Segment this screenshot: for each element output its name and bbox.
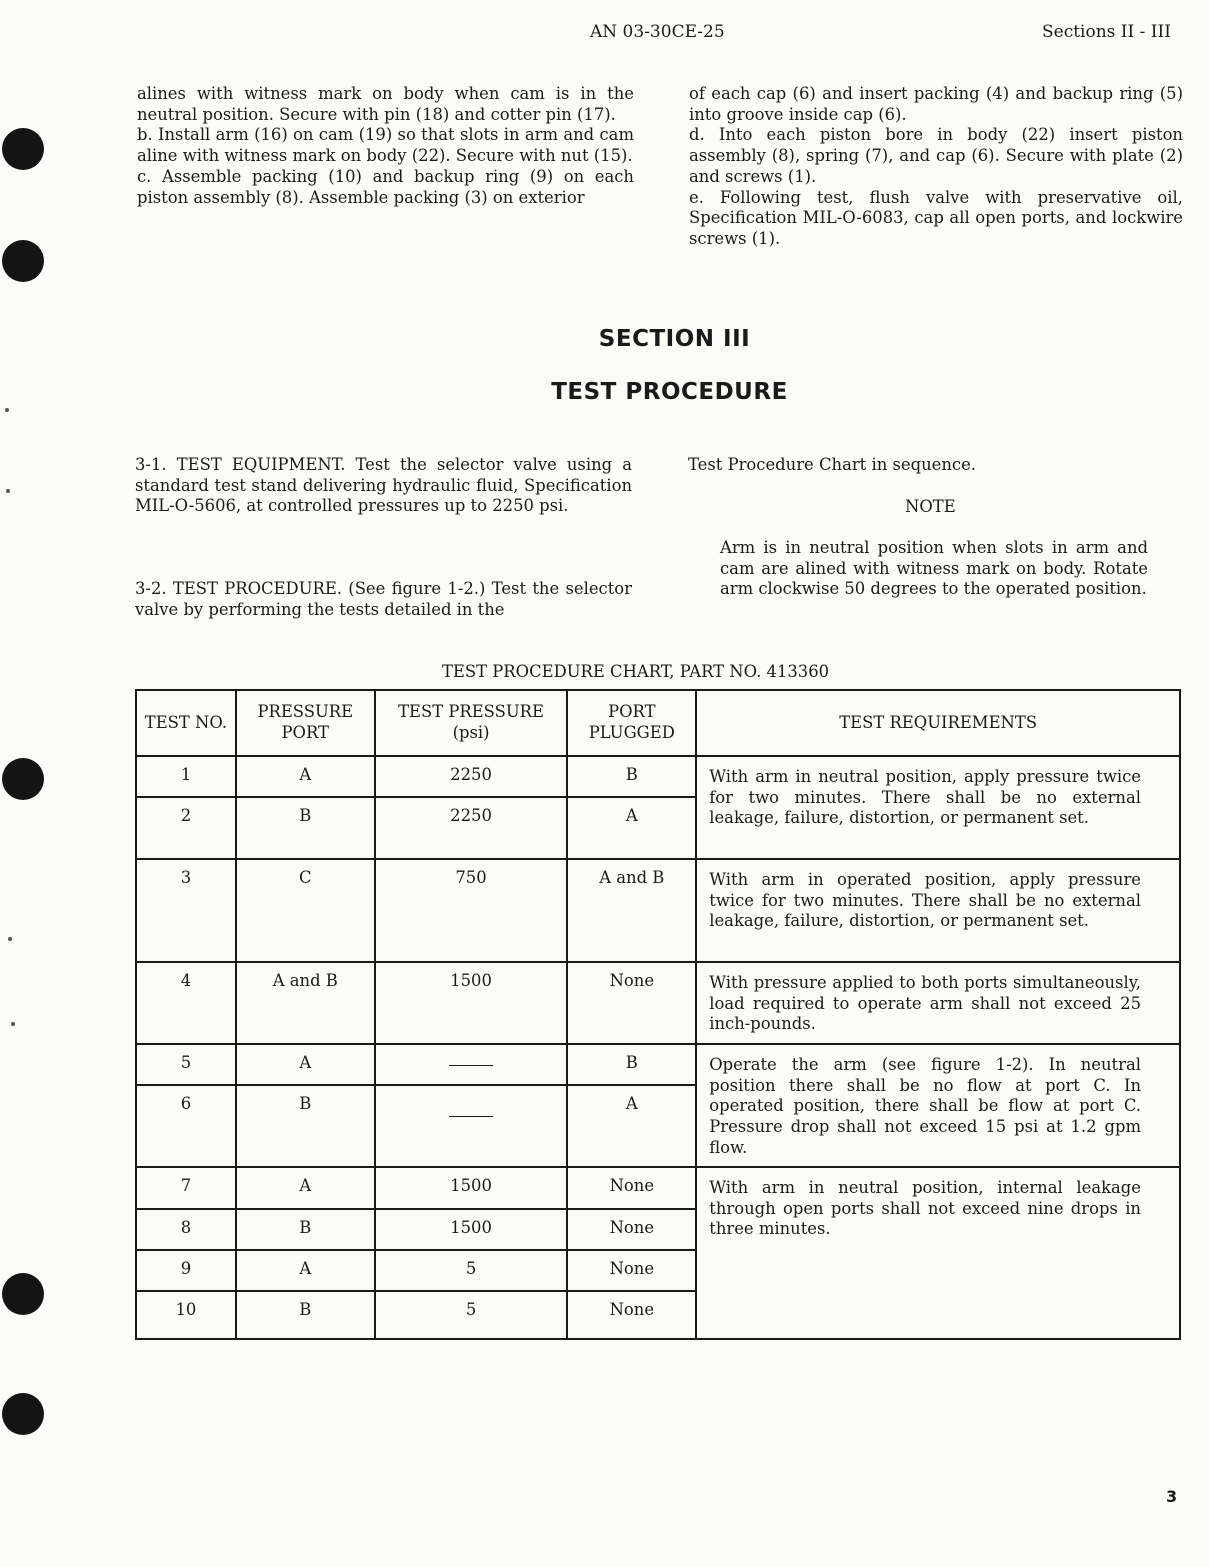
scan-speck — [5, 408, 9, 412]
cell-test-no: 4 — [136, 962, 236, 1044]
document-number: AN 03-30CE-25 — [590, 22, 725, 42]
table-row — [136, 756, 1180, 797]
scan-speck — [11, 1022, 15, 1026]
section-number: SECTION III — [598, 326, 751, 352]
cell-test-requirements: With arm in neutral position, apply pressure twice for two minutes. There shall be no external leakage, failure, distortion, or permanent set. — [696, 756, 1180, 859]
test-procedure-table — [135, 689, 1181, 1340]
page-header — [0, 22, 1209, 46]
scan-speck — [8, 937, 12, 941]
cell-port-plugged: A — [567, 797, 696, 859]
header-test-requirements: TEST REQUIREMENTS — [696, 690, 1180, 756]
cell-pressure-port: C — [236, 859, 375, 962]
note-label: NOTE — [905, 497, 956, 516]
cell-port-plugged: None — [567, 1209, 696, 1250]
cell-test-no: 10 — [136, 1291, 236, 1339]
punch-hole-4 — [2, 1273, 44, 1315]
intro-paragraph: e. Following test, flush valve with preservative oil, Specification MIL-O-6083, cap all open ports, and lockwire screws (1). — [689, 187, 1183, 248]
cell-port-plugged: None — [567, 1167, 696, 1209]
intro-left-column — [137, 84, 634, 208]
cell-port-plugged: B — [567, 1044, 696, 1085]
cell-test-no: 9 — [136, 1250, 236, 1291]
cell-port-plugged: None — [567, 962, 696, 1044]
table-header-row — [136, 690, 1180, 756]
cell-pressure-port: A — [236, 1167, 375, 1209]
cell-test-no: 2 — [136, 797, 236, 859]
cell-test-pressure: 2250 — [375, 797, 568, 859]
intro-paragraph: of each cap (6) and insert packing (4) and backup ring (5) into groove inside cap (6). — [689, 84, 1183, 124]
intro-paragraph: alines with witness mark on body when cam is in the neutral position. Secure with pin (18) and cotter pin (17). — [137, 84, 634, 124]
cell-pressure-port: B — [236, 797, 375, 859]
scan-speck — [6, 489, 10, 493]
note-text: Arm is in neutral position when slots in arm and cam are alined with witness mark on body. Rotate arm clockwise 50 degrees to the operated position. — [720, 538, 1148, 599]
punch-hole-1 — [2, 128, 44, 170]
cell-test-pressure: 5 — [375, 1291, 568, 1339]
dash-mark — [449, 1065, 493, 1066]
header-port-plugged: PORT PLUGGED — [567, 690, 696, 756]
cell-port-plugged: A and B — [567, 859, 696, 962]
paragraph-test-procedure — [135, 579, 632, 620]
punch-hole-2 — [2, 240, 44, 282]
cell-pressure-port: B — [236, 1085, 375, 1167]
cell-test-pressure: 750 — [375, 859, 568, 962]
punch-hole-5 — [2, 1393, 44, 1435]
header-test-no: TEST NO. — [136, 690, 236, 756]
cell-port-plugged: A — [567, 1085, 696, 1167]
cell-test-requirements: With pressure applied to both ports simultaneously, load required to operate arm shall not exceed 25 inch-pounds. — [696, 962, 1180, 1044]
cell-test-pressure: 1500 — [375, 1209, 568, 1250]
intro-paragraph: d. Into each piston bore in body (22) insert piston assembly (8), spring (7), and cap (6). Secure with plate (2) and screws (1). — [689, 125, 1183, 186]
header-test-pressure: TEST PRESSURE (psi) — [375, 690, 568, 756]
paragraph-test-equipment — [135, 455, 632, 517]
cell-test-requirements: Operate the arm (see figure 1-2). In neutral position there shall be no flow at port C. In operated position, there shall be flow at port C. Pressure drop shall not exceed 15 psi at 1.2 gpm flow. — [696, 1044, 1180, 1167]
paragraph-text: 3-2. TEST PROCEDURE. (See figure 1-2.) Test the selector valve by performing the tests detailed in the — [135, 579, 632, 619]
intro-paragraph: c. Assemble packing (10) and backup ring (9) on each piston assembly (8). Assemble packing (3) on exterior — [137, 166, 634, 207]
cell-pressure-port: A — [236, 1250, 375, 1291]
cell-test-no: 5 — [136, 1044, 236, 1085]
section-title: TEST PROCEDURE — [551, 379, 788, 405]
cell-pressure-port: A — [236, 1044, 375, 1085]
cell-pressure-port: B — [236, 1209, 375, 1250]
cell-test-pressure — [375, 1044, 568, 1085]
note-body — [720, 538, 1148, 600]
section-range: Sections II - III — [1042, 22, 1171, 42]
table-row — [136, 859, 1180, 962]
paragraph-text: 3-1. TEST EQUIPMENT. Test the selector valve using a standard test stand delivering hydraulic fluid, Specification MIL-O-5606, at controlled pressures up to 2250 psi. — [135, 455, 632, 516]
paragraph-test-procedure-continued — [688, 455, 1182, 476]
table-row — [136, 962, 1180, 1044]
cell-pressure-port: A — [236, 756, 375, 797]
cell-port-plugged: B — [567, 756, 696, 797]
cell-test-pressure — [375, 1085, 568, 1167]
page-number: 3 — [1166, 1487, 1178, 1506]
cell-pressure-port: A and B — [236, 962, 375, 1044]
cell-port-plugged: None — [567, 1250, 696, 1291]
intro-paragraph: b. Install arm (16) on cam (19) so that slots in arm and cam aline with witness mark on body (22). Secure with nut (15). — [137, 125, 634, 166]
cell-test-no: 8 — [136, 1209, 236, 1250]
cell-test-no: 1 — [136, 756, 236, 797]
intro-right-column — [689, 84, 1183, 250]
cell-test-requirements: With arm in operated position, apply pressure twice for two minutes. There shall be no external leakage, failure, distortion, or permanent set. — [696, 859, 1180, 962]
cell-test-no: 6 — [136, 1085, 236, 1167]
header-pressure-port: PRESSURE PORT — [236, 690, 375, 756]
cell-test-pressure: 2250 — [375, 756, 568, 797]
cell-test-pressure: 5 — [375, 1250, 568, 1291]
cell-port-plugged: None — [567, 1291, 696, 1339]
cell-test-requirements: With arm in neutral position, internal leakage through open ports shall not exceed nine drops in three minutes. — [696, 1167, 1180, 1339]
cell-pressure-port: B — [236, 1291, 375, 1339]
cell-test-pressure: 1500 — [375, 962, 568, 1044]
chart-title: TEST PROCEDURE CHART, PART NO. 413360 — [442, 662, 830, 681]
cell-test-pressure: 1500 — [375, 1167, 568, 1209]
table-row — [136, 1044, 1180, 1085]
cell-test-no: 7 — [136, 1167, 236, 1209]
punch-hole-3 — [2, 758, 44, 800]
table-row — [136, 1167, 1180, 1209]
dash-mark — [449, 1116, 493, 1117]
paragraph-text: Test Procedure Chart in sequence. — [688, 455, 976, 474]
cell-test-no: 3 — [136, 859, 236, 962]
